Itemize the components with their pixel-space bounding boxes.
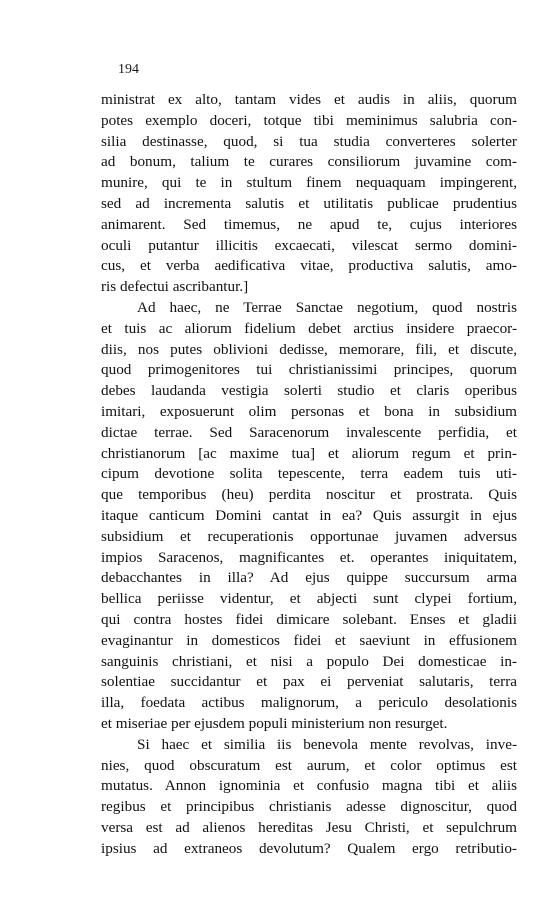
text-line: dictae terrae. Sed Saracenorum invalescente perfidia, et	[101, 423, 517, 441]
paragraph-2	[101, 298, 517, 735]
text-line: diis, nos putes oblivioni dedisse, memorare, fili, et discute,	[101, 340, 517, 358]
text-line: animarent. Sed timemus, ne apud te, cujus interiores	[101, 215, 517, 233]
text-line: silia destinasse, quod, si tua studia converteres solerter	[101, 132, 517, 150]
text-line: debes laudanda vestigia solerti studio et claris operibus	[101, 382, 517, 400]
text-line: impios Saracenos, magnificantes et. operantes iniquitatem,	[101, 548, 517, 566]
text-line: regibus et principibus christianis adesse dignoscitur, quod	[101, 798, 517, 816]
text-line: qui contra hostes fidei dimicare solebant. Enses et gladii	[101, 610, 517, 628]
text-line: sed ad incrementa salutis et utilitatis publicae prudentius	[101, 194, 517, 212]
text-line: munire, qui te in stultum finem nequaquam impingerent,	[101, 174, 517, 192]
text-line: cipum devotione solita tepescente, terra eadem tuis uti-	[101, 465, 517, 483]
text-line: ministrat ex alto, tantam vides et audis in aliis, quorum	[101, 91, 517, 108]
text-line: solentiae succidantur et pax ei perveniat salutaris, terra	[101, 673, 517, 691]
text-line: bellica periisse videntur, et abjecti sunt clypei fortium,	[101, 590, 517, 608]
text-line: potes exemplo doceri, totque tibi meminimus salubria con-	[101, 111, 517, 129]
text-line: que temporibus (heu) perdita noscitur et prostrata. Quis	[101, 486, 517, 504]
text-line: subsidium et recuperationis opportunae juvamen adversus	[101, 527, 517, 545]
text-line: ad bonum, talium te curares consiliorum juvamine com-	[101, 153, 517, 171]
text-line: itaque canticum Domini cantat in ea? Quis assurgit in ejus	[101, 506, 517, 524]
text-line: debacchantes in illa? Ad ejus quippe succursum arma	[101, 569, 517, 587]
text-line: ipsius ad extraneos devolutum? Qualem ergo retributio-	[101, 839, 517, 857]
text-line: et miseriae per ejusdem populi ministerium non resurget.	[101, 714, 448, 732]
text-line: quod primogenitores tui christianissimi principes, quorum	[101, 361, 517, 379]
paragraph-3	[101, 735, 517, 860]
paragraph-1	[101, 90, 517, 298]
text-line: cus, et verba aedificativa vitae, productiva salutis, amo-	[101, 257, 517, 275]
text-line: mutatus. Annon ignominia et confusio magna tibi et aliis	[101, 777, 517, 795]
text-line: imitari, exposuerunt olim personas et bona in subsidium	[101, 402, 517, 420]
text-line: evaginantur in domesticos fidei et saeviunt in effusionem	[101, 631, 517, 649]
text-line: Ad haec, ne Terrae Sanctae negotium, quod nostris	[137, 298, 517, 316]
text-line: oculi putantur illicitis excaecati, vilescat sermo domini-	[101, 236, 517, 254]
text-line: sanguinis christiani, et nisi a populo Dei domesticae in-	[101, 652, 517, 670]
text-line: illa, foedata actibus malignorum, a periculo desolationis	[101, 694, 517, 712]
body-text	[101, 90, 517, 859]
text-line: versa est ad alienos hereditas Jesu Christi, et sepulchrum	[101, 818, 517, 836]
text-line: christianorum [ac maxime tua] et aliorum regum et prin-	[101, 444, 517, 462]
text-line: nies, quod obscuratum est aurum, et color optimus est	[101, 756, 517, 774]
text-line: Si haec et similia iis benevola mente revolvas, inve-	[137, 735, 517, 753]
page-number: 194	[118, 62, 139, 77]
text-line: ris defectui ascribantur.]	[101, 278, 249, 296]
text-line: et tuis ac aliorum fidelium debet arctius insidere praecor-	[101, 319, 517, 337]
